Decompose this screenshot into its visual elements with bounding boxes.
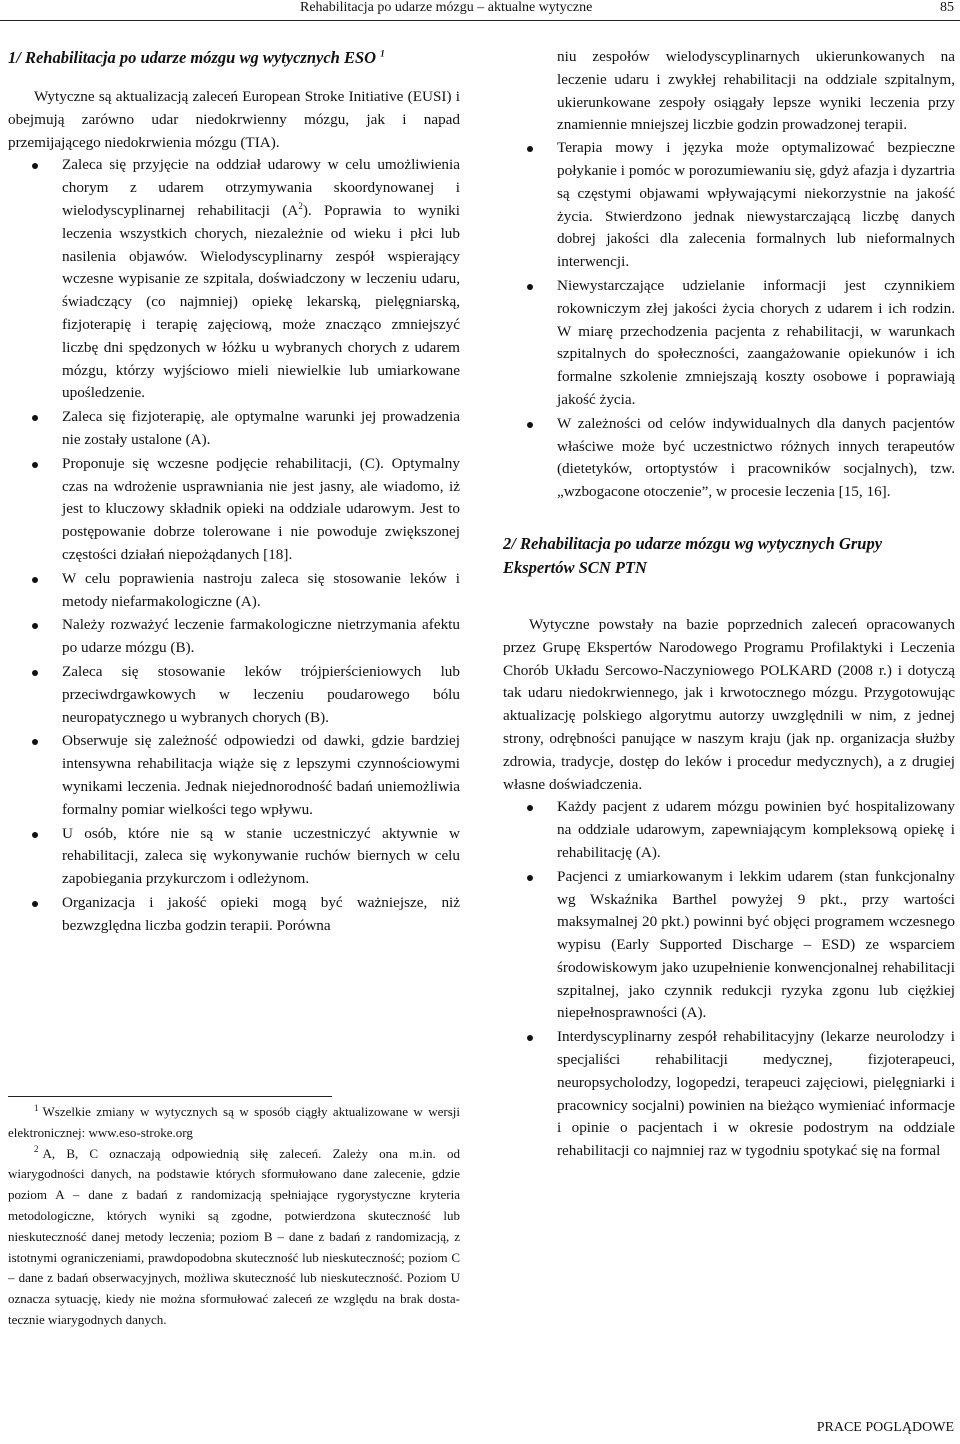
left-column [8,46,460,938]
list-item: Niewystarczające udzielanie informacji jest czynnikiem rokowniczym złej jakości życia chorych z udarem i ich rodzin. W miarę przechodzenia pacjenta z rehabilitacji, w warunkach szpitalnych do społeczności, zaangażowanie opiekunów i ich formalne szkolenie zmniejszają koszty osobowe i poprawiają jakość życia. [503,275,955,412]
list-item: Zaleca się przyjęcie na oddział udarowy w celu umożliwienia chorym z udarem otrzymywania skoordynowanej i wielodyscyplinarnej rehabilitacji $(A^2)$. Poprawia to wyniki leczenia wszystkich chorych, niezależnie od wieku i płci lub nasilenia objawów. Wielodyscyplinarny zespół wspierający wczesne wypisanie ze szpitala, doświadczony w leczeniu udaru, świadczący (co najmniej) opiekę lekarską, pielęgniarską, fizjoterapię i terapię zajęciową, może znacząco zmniejszyć liczbę dni spędzonych w łóżku u wybranych chorych z udarem mózgu, którzy wyjściowo mieli niewielkie lub umiarkowane upośledzenie. [8,154,460,405]
section-footer-label: PRACE POGLĄDOWE [816,1420,954,1435]
bullet-icon [32,739,38,745]
bullet-icon [527,146,533,152]
right-column [503,46,955,1164]
footnote-divider [8,1096,332,1097]
bullet-icon [527,875,533,881]
bullet-icon [32,901,38,907]
list-item: Interdyscyplinarny zespół rehabilitacyjny (lekarze neurolodzy i specjaliści rehabilitacji medycznej, fizjoterapeuci, neuropsycholodzy, logopedzi, terapeuci zajęciowi, pielęgniarki i pracownicy socjalni) powinien na bieżąco wymieniać informacje i opinie o pacjentach i w okresie podostrym na oddziale rehabilitacji co najmniej raz w tygodniu spotykać się na formal [503,1026,955,1163]
bullet-icon [32,462,38,468]
page-number: 85 [940,0,954,15]
running-title: Rehabilitacja po udarze mózgu – aktualne wytyczne [300,0,593,15]
bullet-icon [32,577,38,583]
list-item: Zaleca się stosowanie leków trójpierścieniowych lub przeciwdrgawkowych w leczeniu poudarowego bólu neuropatycznego u wybranych chorych (B). [8,661,460,729]
bullet-icon [527,805,533,811]
list-item: Należy rozważyć leczenie farmakologiczne nietrzymania afektu po udarze mózgu (B). [8,614,460,660]
bullet-icon [32,623,38,629]
bullet-icon [527,1035,533,1041]
footnote-2: $^2$ A, B, C oznaczają odpowiednią siłę zaleceń. Zależy ona m.in. od wiarygodności danych, na podstawie których sformułowano dane zalecenie, gdzie poziom A – dane z badań z randomizacją spełniające rygorystyczne kryteria metodologiczne, których wyniki są zgodne, potwierdzona skuteczność lub nieskuteczność danej metody leczenia; poziom B – dane z badań z randomizacją, z istotnymi ograniczeniami, prawdopodobna skuteczność lub nieskuteczność; poziom C – dane z badań obserwacyjnych, możliwa skuteczność lub nieskuteczność. Poziom U oznacza sytuację, kiedy nie można sformułować zaleceń ze względu na brak dostatecznie wiarygodnych danych. [8,1144,460,1327]
continuation-paragraph: niu zespołów wielodyscyplinarnych ukierunkowanych na leczenie udaru i zwykłej rehabilitacji na oddziale szpitalnym, ukierunkowane zespoły osiągały lepsze wyniki leczenia przy znamiennie mniejszej liczbie godzin prowadzonej terapii. [557,48,955,134]
list-item: Zaleca się fizjoterapię, ale optymalne warunki jej prowadzenia nie zostały ustalone (A). [8,406,460,452]
list-item: Pacjenci z umiarkowanym i lekkim udarem (stan funkcjonalny wg Wskaźnika Barthel powyżej 9 pkt., przy wartości maksymalnej 20 pkt.) powinni być objęci programem wczesnego wypisu (Early Supported Discharge – ESD) ze wsparciem środowiskowym jako uzupełnienie konwencjonalnej rehabilitacji szpitalnej, jako czynnik redukcji ryzyka zgonu lub ciężkiej niepełnosprawności (A). [503,866,955,1026]
list-item: Proponuje się wczesne podjęcie rehabilitacji, (C). Optymalny czas na wdrożenie usprawniania nie jest jasny, ale wiadomo, iż jest to kluczowy składnik opieki na oddziale udarowym. Jest to postępowanie dobrze tolerowane i nie powoduje zwiększonej częstości działań niepożądanych [18]. [8,453,460,567]
recommendation-list-scn-ptn [503,796,955,1163]
bullet-icon [527,284,533,290]
bullet-icon [32,163,38,169]
list-item: U osób, które nie są w stanie uczestniczyć aktywnie w rehabilitacji, zaleca się wykonywanie ruchów biernych w celu zapobiegania przykurczom i odleżynom. [8,823,460,891]
footnotes [8,1102,460,1331]
intro-paragraph-scn-ptn: Wytyczne powstały na bazie poprzednich zaleceń opracowanych przez Grupę Ekspertów Narodowego Programu Profilaktyki i Leczenia Chorób Układu Sercowo-Naczyniowego POLKARD (2008 r.) i dotyczą tak udaru niedokrwiennego, jak i krwotocznego mózgu. Przygotowując aktualizację polskiego algorytmu autorzy uwzględnili w nim, z jednej strony, odrębności panujące w naszym kraju (jak np. organizacja służby zdrowia, tradycje, dostęp do leków i procedur medycznych), a z drugiej własne doświadczenia. [503,615,955,793]
footnote-1: $^1$ Wszelkie zmiany w wytycznych są w sposób ciągły aktualizowane w wersji elektronicznej: www.eso-stroke.org [8,1102,460,1140]
section-title-scn-ptn: 2/ Rehabilitacja po udarze mózgu wg wytycznych Grupy Ekspertów SCN PTN [503,533,883,577]
recommendation-list-eso [8,154,460,937]
footnote-ref-2: 2 [298,200,303,211]
intro-paragraph-eso: Wytyczne są aktualizacją zaleceń European Stroke Initiative (EUSI) i obejmują zarówno udar niedokrwienny mózgu, jak i napad przemijającego niedokrwienia mózgu (TIA). [8,88,460,151]
running-header [0,0,960,21]
section-title-eso: 1/ Rehabilitacja po udarze mózgu wg wytycznych ESO $^1$ [8,48,385,67]
list-item: Terapia mowy i języka może optymalizować bezpieczne połykanie i pomóc w porozumiewaniu się, gdyż afazja i dyzartria są częstymi objawami wpływającymi niekorzystnie na jakość życia. Stwierdzono jednak niewystarczającą liczbę danych dobrej jakości dla zalecenia formalnych lub nieformalnych interwencji. [503,137,955,274]
bullet-icon [527,422,533,428]
bullet-icon [32,415,38,421]
list-item: W zależności od celów indywidualnych dla danych pacjentów właściwe może być uczestnictwo różnych innych terapeutów (dietetyków, ortoptystów i pracowników socjalnych), tzw. „wzbogacone otoczenie”, w procesie leczenia [15, 16]. [503,413,955,504]
bullet-icon [32,670,38,676]
list-item: Każdy pacjent z udarem mózgu powinien być hospitalizowany na oddziale udarowym, zapewniającym kompleksową opiekę i rehabilitację (A). [503,796,955,864]
bullet-icon [32,832,38,838]
footnote-ref-1: 1 [380,48,385,59]
list-item: W celu poprawienia nastroju zaleca się stosowanie leków i metody niefarmakologiczne (A). [8,568,460,614]
list-item: Obserwuje się zależność odpowiedzi od dawki, gdzie bardziej intensywna rehabilitacja wiąże się z lepszymi czynnościowymi wynikami leczenia. Jednak niejednorodność badań uniemożliwia formalny pomiar wielkości tego wpływu. [8,730,460,821]
list-item: Organizacja i jakość opieki mogą być ważniejsze, niż bezwzględna liczba godzin terapii. Porówna [8,892,460,938]
recommendation-list-eso-cont [503,137,955,504]
